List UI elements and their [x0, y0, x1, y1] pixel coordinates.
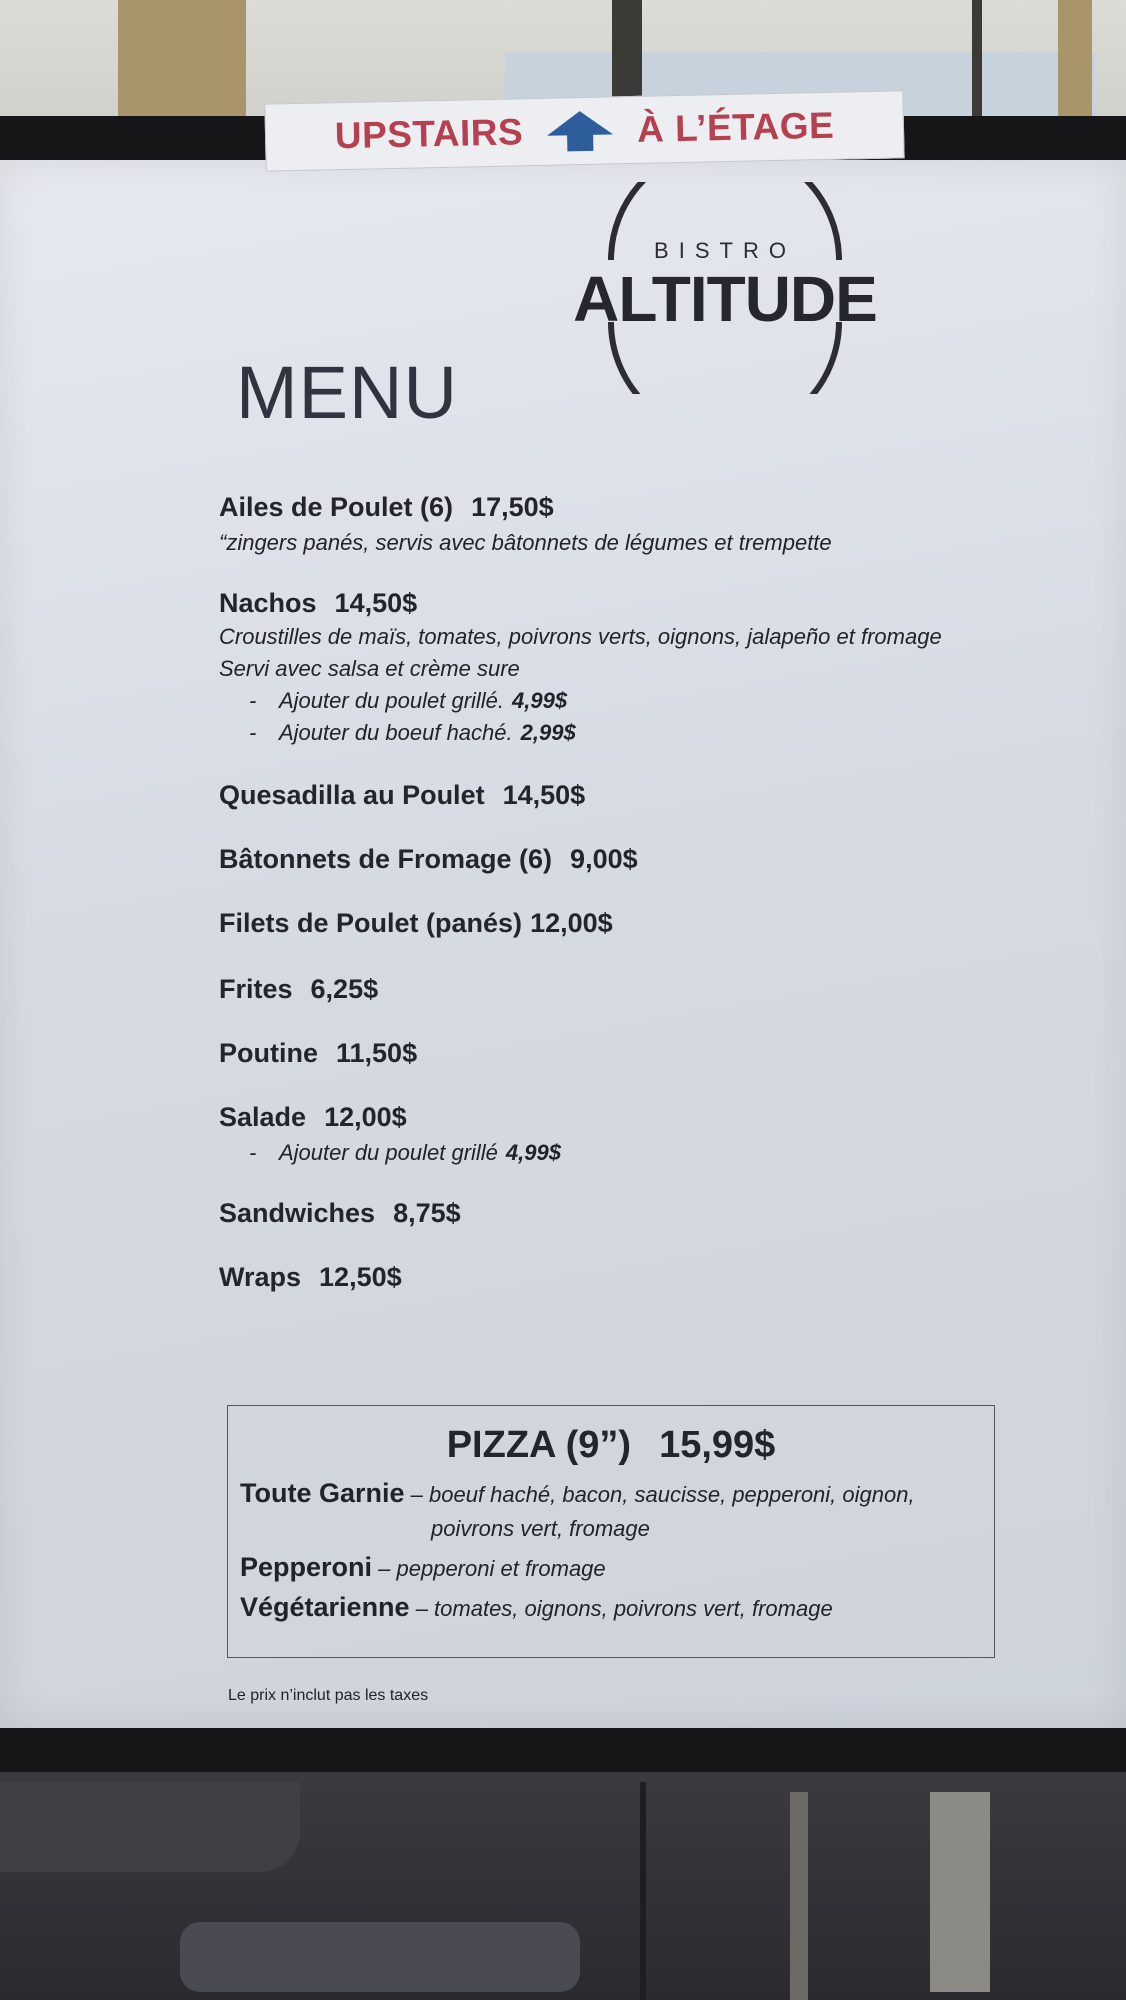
chair-shape — [0, 1782, 300, 1872]
addon-price: 4,99$ — [512, 687, 568, 713]
pizza-type-name: Pepperoni — [240, 1552, 373, 1582]
pizza-type — [240, 1552, 606, 1583]
chair-shape — [930, 1792, 990, 1992]
item-price: 14,50$ — [502, 780, 586, 810]
logo-bistro-text: BISTRO — [654, 238, 796, 263]
item-name: Sandwiches — [219, 1198, 376, 1228]
pizza-title — [228, 1424, 994, 1467]
addon-line: - Ajouter du boeuf haché. 2,99$ — [249, 719, 576, 745]
addon-line: - Ajouter du poulet grillé. 4,99$ — [249, 687, 568, 713]
menu-item — [219, 492, 832, 559]
item-price: 12,00$ — [530, 908, 613, 938]
arrow-up-icon — [545, 108, 616, 153]
item-description: “zingers panés, servis avec bâtonnets de légumes et trempette — [219, 530, 832, 555]
item-price: 12,50$ — [319, 1262, 402, 1292]
wooden-pillar — [118, 0, 246, 130]
item-name: Salade — [219, 1102, 307, 1132]
wooden-pillar — [1058, 0, 1092, 130]
menu-item — [219, 908, 613, 939]
menu-item — [219, 844, 638, 875]
upstairs-text-fr: À L’ÉTAGE — [636, 104, 835, 150]
item-price: 6,25$ — [310, 974, 379, 1004]
menu-item — [219, 1102, 561, 1169]
menu-item — [219, 1038, 417, 1069]
upstairs-label — [264, 90, 904, 171]
item-price: 12,00$ — [324, 1102, 407, 1132]
menu-item — [219, 1198, 461, 1229]
menu-item — [219, 780, 585, 811]
addon-text: Ajouter du poulet grillé — [279, 1140, 498, 1165]
menu-item — [219, 588, 942, 749]
item-name: Filets de Poulet (panés) — [219, 908, 523, 938]
item-name: Wraps — [219, 1262, 302, 1292]
logo-altitude-text: ALTITUDE — [573, 263, 877, 335]
item-price: 8,75$ — [393, 1198, 461, 1228]
chair-shape — [180, 1922, 580, 1992]
item-price: 11,50$ — [336, 1038, 418, 1068]
pizza-type-name: Toute Garnie — [240, 1478, 405, 1508]
pizza-type — [240, 1478, 915, 1509]
window-pole — [972, 0, 982, 130]
item-name: Quesadilla au Poulet — [219, 780, 485, 810]
menu-item — [219, 1262, 402, 1293]
background-floor-scene — [0, 1772, 1126, 2000]
item-name: Bâtonnets de Fromage (6) — [219, 844, 553, 874]
pizza-type-continuation: poivrons vert, fromage — [431, 1516, 650, 1541]
pizza-type — [240, 1592, 833, 1623]
item-description: Servi avec salsa et crème sure — [219, 655, 520, 681]
item-price: 17,50$ — [471, 492, 554, 522]
item-name: Ailes de Poulet (6) — [219, 492, 454, 522]
easel-leg — [790, 1792, 808, 2000]
pizza-type-description: – tomates, oignons, poivrons vert, fromage — [415, 1596, 833, 1621]
pizza-type-description: – pepperoni et fromage — [378, 1556, 606, 1581]
pizza-section — [227, 1405, 995, 1658]
easel-leg — [640, 1782, 646, 2000]
bistro-altitude-logo — [565, 182, 885, 394]
addon-text: Ajouter du poulet grillé. — [279, 687, 505, 713]
addon-line: - Ajouter du poulet grillé 4,99$ — [249, 1140, 561, 1165]
menu-item — [219, 974, 378, 1005]
item-name: Nachos — [219, 588, 317, 618]
pizza-type-name: Végétarienne — [240, 1592, 410, 1622]
pizza-price: 15,99$ — [659, 1424, 776, 1466]
menu-title: MENU — [236, 351, 458, 434]
item-price: 14,50$ — [334, 588, 418, 618]
addon-text: Ajouter du boeuf haché. — [279, 719, 513, 745]
item-name: Poutine — [219, 1038, 318, 1068]
upstairs-text-en: UPSTAIRS — [334, 111, 524, 157]
pizza-type-description: – boeuf haché, bacon, saucisse, pepperoni, oignon, — [410, 1482, 915, 1507]
addon-price: 4,99$ — [505, 1140, 561, 1165]
tax-note: Le prix n’inclut pas les taxes — [228, 1687, 429, 1704]
pizza-title-text: PIZZA (9”) — [446, 1424, 632, 1466]
item-price: 9,00$ — [570, 844, 638, 874]
item-name: Frites — [219, 974, 293, 1004]
addon-price: 2,99$ — [520, 719, 576, 745]
item-description: Croustilles de maïs, tomates, poivrons verts, oignons, jalapeño et fromage — [219, 624, 942, 649]
